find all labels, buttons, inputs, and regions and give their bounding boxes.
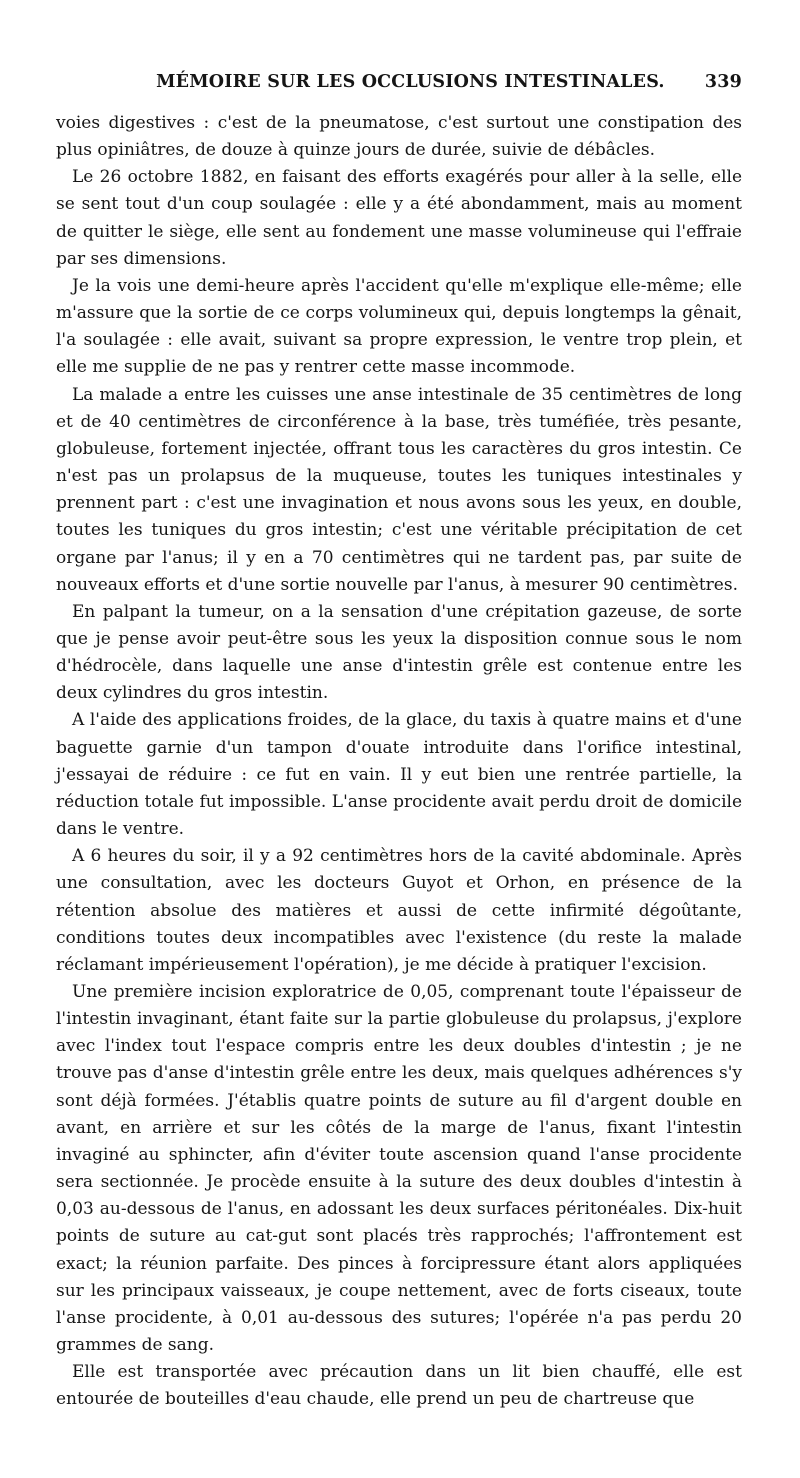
- paragraph: Le 26 octobre 1882, en faisant des efforts exagérés pour aller à la selle, elle se sent tout d'un coup soulagée : elle y a été abondamment, mais au moment de quitter le siège, elle sent au fondement une masse volumineuse qui l'effraie par ses dimensions.: [56, 167, 742, 269]
- paragraph: Elle est transportée avec précaution dans un lit bien chauffé, elle est entourée de bouteilles d'eau chaude, elle prend un peu de chartreuse que: [56, 1362, 742, 1410]
- paragraph: A l'aide des applications froides, de la glace, du taxis à quatre mains et d'une baguette garnie d'un tampon d'ouate introduite dans l'orifice intestinal, j'essayai de réduire : ce fut en vain. Il y eut bien une rentrée partielle, la réduction totale fut impossible. L'anse procidente avait perdu droit de domicile dans le ventre.: [56, 710, 742, 840]
- page-title: MÉMOIRE SUR LES OCCLUSIONS INTESTINALES.: [156, 72, 665, 92]
- body-text: [56, 110, 742, 1414]
- paragraph: A 6 heures du soir, il y a 92 centimètres hors de la cavité abdominale. Après une consultation, avec les docteurs Guyot et Orhon, en présence de la rétention absolue des matières et aussi de cette infirmité dégoûtante, conditions toutes deux incompatibles avec l'existence (du reste la malade réclamant impérieusement l'opération), je me décide à pratiquer l'excision.: [56, 846, 742, 975]
- page-number: 339: [704, 72, 742, 92]
- book-page: [56, 72, 742, 1414]
- paragraph: Je la vois une demi-heure après l'accident qu'elle m'explique elle-même; elle m'assure que la sortie de ce corps volumineux qui, depuis longtemps la gênait, l'a soulagée : elle avait, suivant sa propre expression, le ventre trop plein, et elle me supplie de ne pas y rentrer cette masse incommode.: [56, 275, 742, 378]
- paragraph: La malade a entre les cuisses une anse intestinale de 35 centimètres de long et de 40 centimètres de circonférence à la base, très tuméfiée, très pesante, globuleuse, fortement injectée, offrant tous les caractères du gros intestin. Ce n'est pas un prolapsus de la muqueuse, toutes les tuniques intestinales y prennent part : c'est une invagination et nous avons sous les yeux, en double, toutes les tuniques du gros intestin; c'est une véritable précipitation de cet organe par l'anus; il y en a 70 centimètres qui ne tardent pas, par suite de nouveaux efforts et d'une sortie nouvelle par l'anus, à mesurer 90 centimètres.: [56, 384, 742, 595]
- paragraph-continuation: voies digestives : c'est de la pneumatose, c'est surtout une constipation des plus opiniâtres, de douze à quinze jours de durée, suivie de débâcles.: [56, 113, 742, 161]
- paragraph: Une première incision exploratrice de 0,05, comprenant toute l'épaisseur de l'intestin invaginant, étant faite sur la partie globuleuse du prolapsus, j'explore avec l'index tout l'espace compris entre les deux doubles d'intestin ; je ne trouve pas d'anse d'intestin grêle entre les deux, mais quelques adhérences s'y sont déjà formées. J'établis quatre points de suture au fil d'argent double en avant, en arrière et sur les côtés de la marge de l'anus, fixant l'intestin invaginé au sphincter, afin d'éviter toute ascension quand l'anse procidente sera sectionnée. Je procède ensuite à la suture des deux doubles d'intestin à 0,03 au-dessous de l'anus, en adossant les deux surfaces péritonéales. Dix-huit points de suture au cat-gut sont placés très rapprochés; l'affrontement est exact; la réunion parfaite. Des pinces à forcipressure étant alors appliquées sur les principaux vaisseaux, je coupe nettement, avec de forts ciseaux, toute l'anse procidente, à 0,01 au-dessous des sutures; l'opérée n'a pas perdu 20 grammes de sang.: [56, 982, 742, 1356]
- paragraph: En palpant la tumeur, on a la sensation d'une crépitation gazeuse, de sorte que je pense avoir peut-être sous les yeux la disposition connue sous le nom d'hédrocèle, dans laquelle une anse d'intestin grêle est contenue entre les deux cylindres du gros intestin.: [56, 601, 742, 704]
- running-head: [56, 72, 742, 102]
